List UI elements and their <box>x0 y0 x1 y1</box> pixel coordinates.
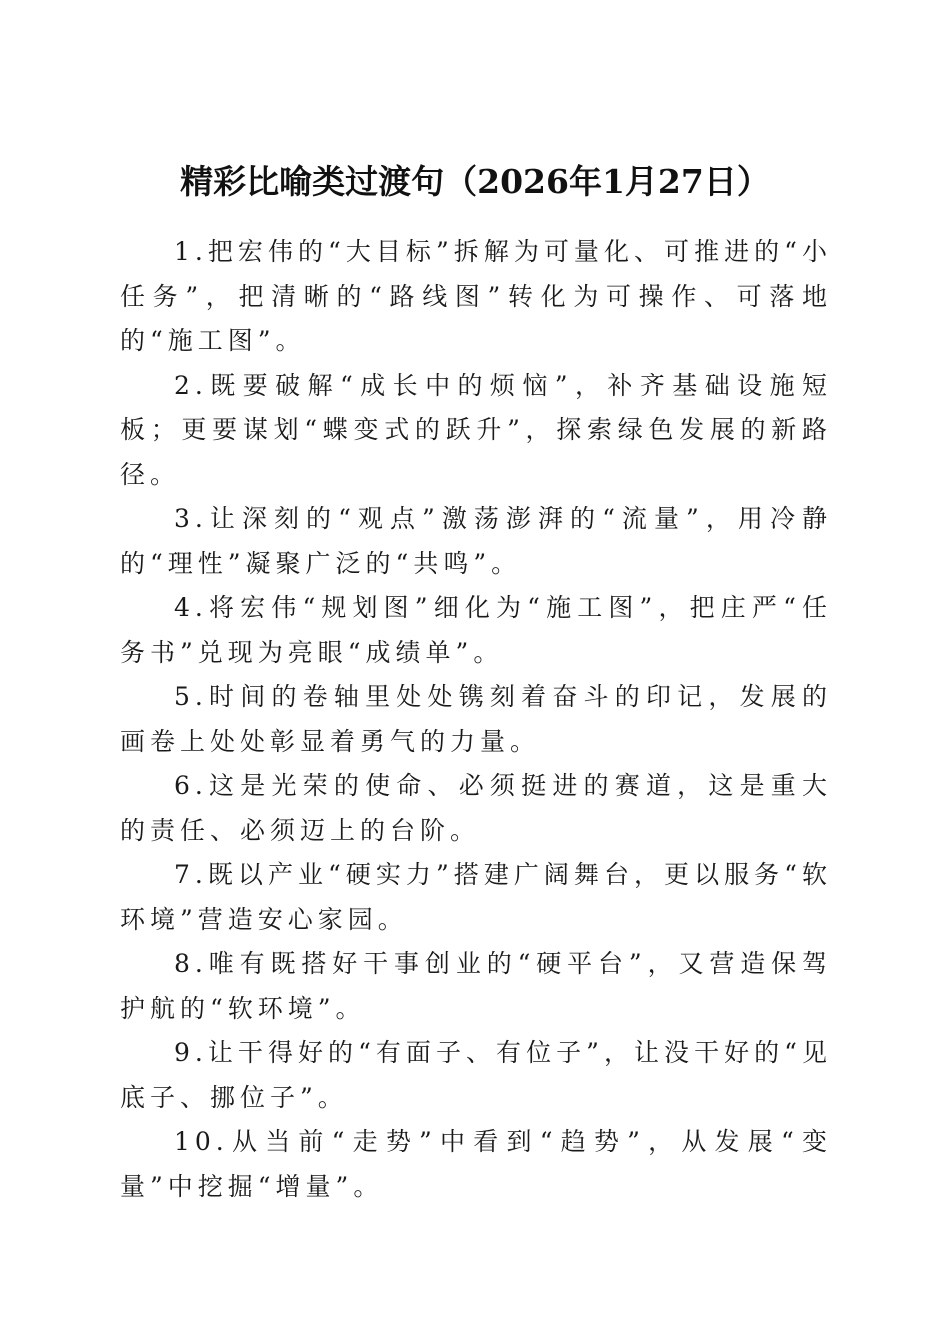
paragraph-5: 5.时间的卷轴里处处镌刻着奋斗的印记，发展的画卷上处处彰显着勇气的力量。 <box>120 682 832 756</box>
document-title: 精彩比喻类过渡句（2026年1月27日） <box>180 162 770 202</box>
paragraph-2: 2.既要破解“成长中的烦恼”，补齐基础设施短板；更要谋划“蝶变式的跃升”，探索绿色发展的新路径。 <box>120 370 832 489</box>
paragraph-10: 10.从当前“走势”中看到“趋势”，从发展“变量”中挖掘“增量”。 <box>120 1127 832 1201</box>
paragraph-4: 4.将宏伟“规划图”细化为“施工图”，把庄严“任务书”兑现为亮眼“成绩单”。 <box>120 593 832 667</box>
document-body <box>120 230 832 1209</box>
paragraph-7: 7.既以产业“硬实力”搭建广阔舞台，更以服务“软环境”营造安心家园。 <box>120 860 832 934</box>
paragraph-8: 8.唯有既搭好干事创业的“硬平台”，又营造保驾护航的“软环境”。 <box>120 949 832 1023</box>
paragraph-6: 6.这是光荣的使命、必须挺进的赛道，这是重大的责任、必须迈上的台阶。 <box>120 771 832 845</box>
paragraph-9: 9.让干得好的“有面子、有位子”，让没干好的“见底子、挪位子”。 <box>120 1038 832 1112</box>
paragraph-1: 1.把宏伟的“大目标”拆解为可量化、可推进的“小任务”，把清晰的“路线图”转化为可操作、可落地的“施工图”。 <box>120 237 832 355</box>
paragraph-3: 3.让深刻的“观点”激荡澎湃的“流量”，用冷静的“理性”凝聚广泛的“共鸣”。 <box>120 504 832 578</box>
